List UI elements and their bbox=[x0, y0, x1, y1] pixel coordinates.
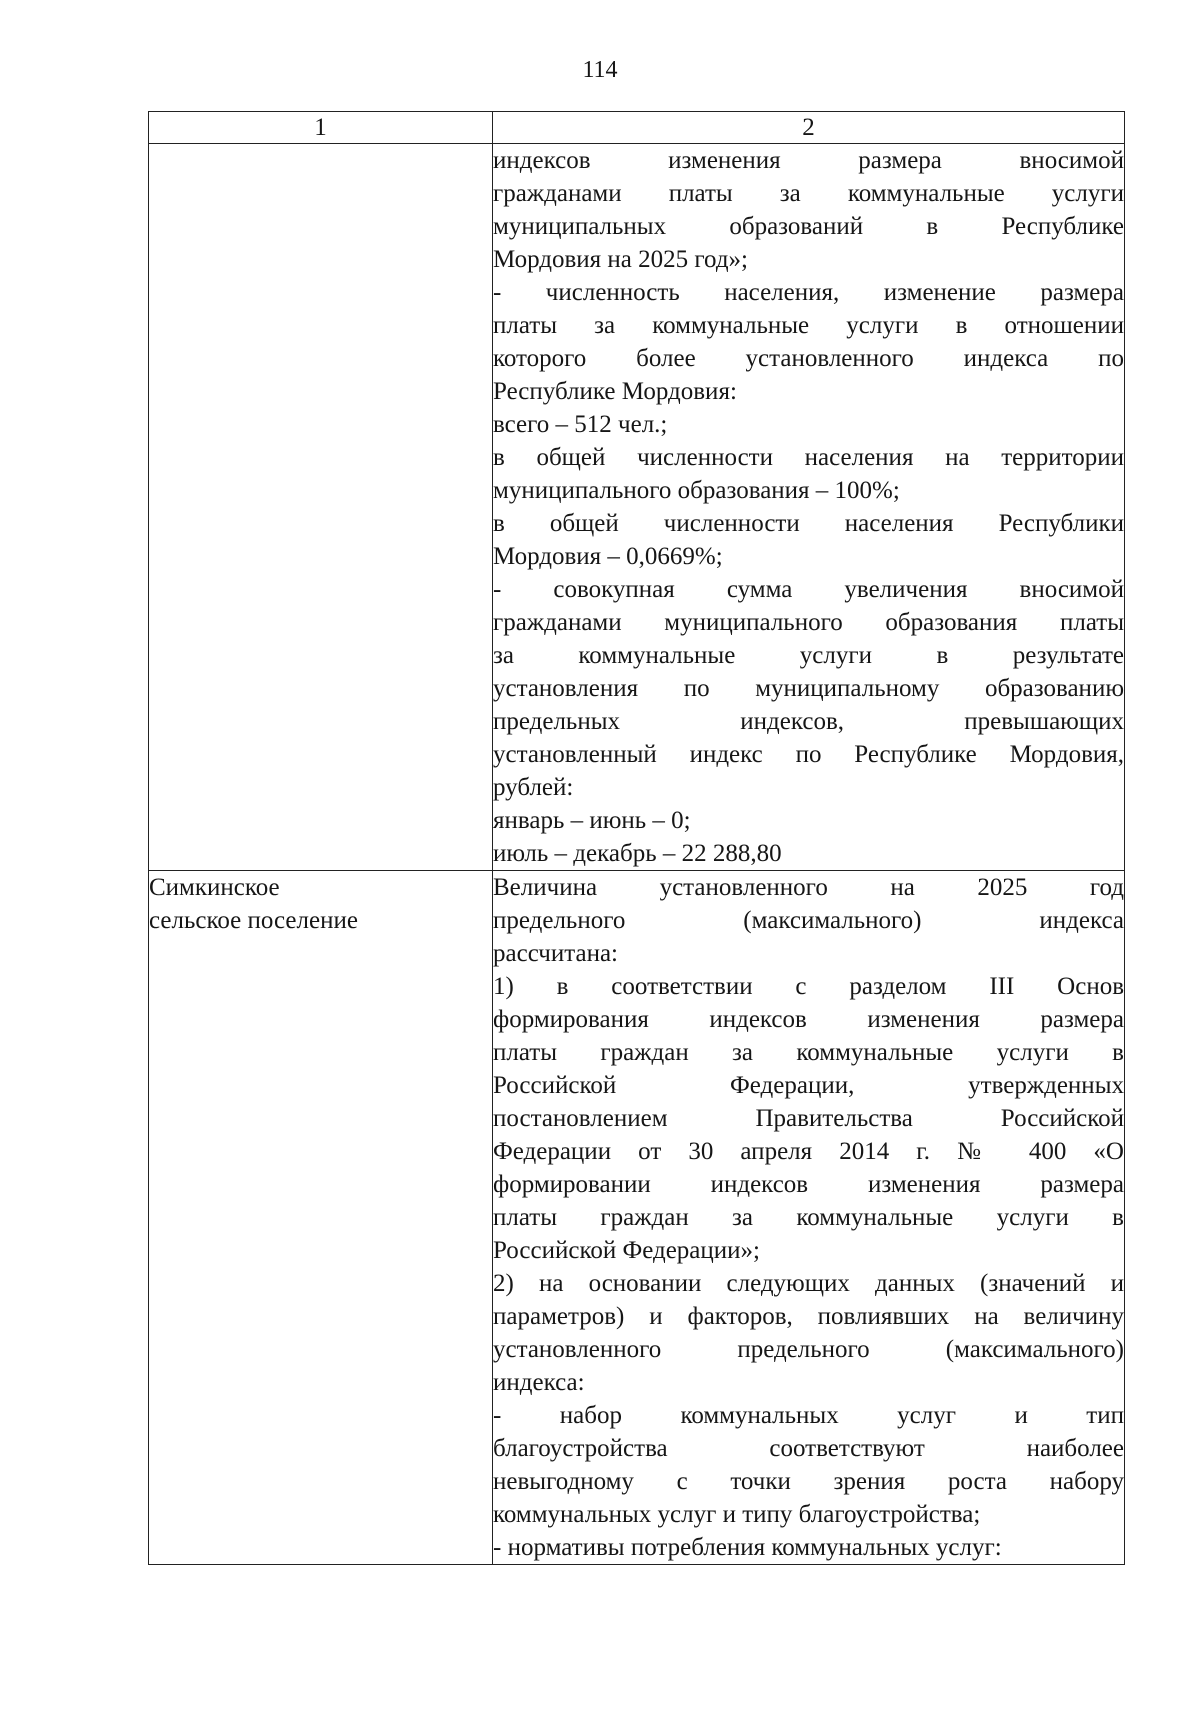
text-line: платы граждан за коммунальные услуги в bbox=[493, 1204, 1124, 1231]
text-line: платы граждан за коммунальные услуги в bbox=[493, 1039, 1124, 1066]
text-line: установления по муниципальному образованию bbox=[493, 675, 1124, 702]
page-number: 114 bbox=[582, 57, 618, 83]
text-line: невыгодному с точки зрения роста набору bbox=[493, 1468, 1124, 1495]
text-line: коммунальных услуг и типу благоустройства; bbox=[493, 1501, 981, 1528]
text-line: в общей численности населения Республики bbox=[493, 510, 1124, 537]
text-line: Российской Федерации»; bbox=[493, 1237, 760, 1264]
text-line: индексов изменения размера вносимой bbox=[493, 147, 1124, 174]
text-line: всего – 512 чел.; bbox=[493, 411, 668, 438]
text-line: Республике Мордовия: bbox=[493, 378, 737, 405]
text-line: Федерации от 30 апреля 2014 г. № 400 «О bbox=[493, 1138, 1124, 1165]
text-line: Российской Федерации, утвержденных bbox=[493, 1072, 1124, 1099]
header-cell-2: 2 bbox=[493, 112, 1125, 144]
text-line: сельское поселение bbox=[149, 907, 358, 934]
table-row bbox=[149, 871, 1125, 1565]
text-line: индекса: bbox=[493, 1369, 585, 1396]
text-line: 2) на основании следующих данных (значений и bbox=[493, 1270, 1124, 1297]
document-table bbox=[148, 111, 1125, 1565]
text-line: формировании индексов изменения размера bbox=[493, 1171, 1124, 1198]
text-line: муниципальных образований в Республике bbox=[493, 213, 1124, 240]
row-2-justification-cell bbox=[493, 871, 1125, 1565]
text-line: - совокупная сумма увеличения вносимой bbox=[493, 576, 1124, 603]
text-line: Мордовия – 0,0669%; bbox=[493, 543, 723, 570]
text-line: рассчитана: bbox=[493, 940, 618, 967]
row-1-justification-cell bbox=[493, 144, 1125, 871]
text-line: предельного (максимального) индекса bbox=[493, 907, 1124, 934]
header-cell-1: 1 bbox=[149, 112, 493, 144]
text-line: за коммунальные услуги в результате bbox=[493, 642, 1124, 669]
text-line: постановлением Правительства Российской bbox=[493, 1105, 1124, 1132]
text-line: платы за коммунальные услуги в отношении bbox=[493, 312, 1124, 339]
table-header-row bbox=[149, 112, 1125, 144]
text-line: формирования индексов изменения размера bbox=[493, 1006, 1124, 1033]
text-line: - нормативы потребления коммунальных услуг: bbox=[493, 1534, 1002, 1561]
text-line: в общей численности населения на территории bbox=[493, 444, 1124, 471]
text-line: Симкинское bbox=[149, 874, 280, 901]
text-line: установленного предельного (максимального) bbox=[493, 1336, 1124, 1363]
text-line: параметров) и факторов, повлиявших на величину bbox=[493, 1303, 1124, 1330]
text-line: Мордовия на 2025 год»; bbox=[493, 246, 748, 273]
text-line: гражданами платы за коммунальные услуги bbox=[493, 180, 1124, 207]
text-line: установленный индекс по Республике Мордовия, bbox=[493, 741, 1124, 768]
text-line: которого более установленного индекса по bbox=[493, 345, 1124, 372]
text-line: июль – декабрь – 22 288,80 bbox=[493, 840, 782, 867]
text-line: - набор коммунальных услуг и тип bbox=[493, 1402, 1124, 1429]
text-line: предельных индексов, превышающих bbox=[493, 708, 1124, 735]
row-2-municipality-cell bbox=[149, 871, 493, 1565]
text-line: Величина установленного на 2025 год bbox=[493, 874, 1124, 901]
text-line: рублей: bbox=[493, 774, 574, 801]
text-line: - численность населения, изменение размера bbox=[493, 279, 1124, 306]
row-1-municipality-cell bbox=[149, 144, 493, 871]
table-row bbox=[149, 144, 1125, 871]
text-line: январь – июнь – 0; bbox=[493, 807, 691, 834]
text-line: муниципального образования – 100%; bbox=[493, 477, 900, 504]
text-line: 1) в соответствии с разделом III Основ bbox=[493, 973, 1124, 1000]
text-line: гражданами муниципального образования платы bbox=[493, 609, 1124, 636]
text-line: благоустройства соответствуют наиболее bbox=[493, 1435, 1124, 1462]
